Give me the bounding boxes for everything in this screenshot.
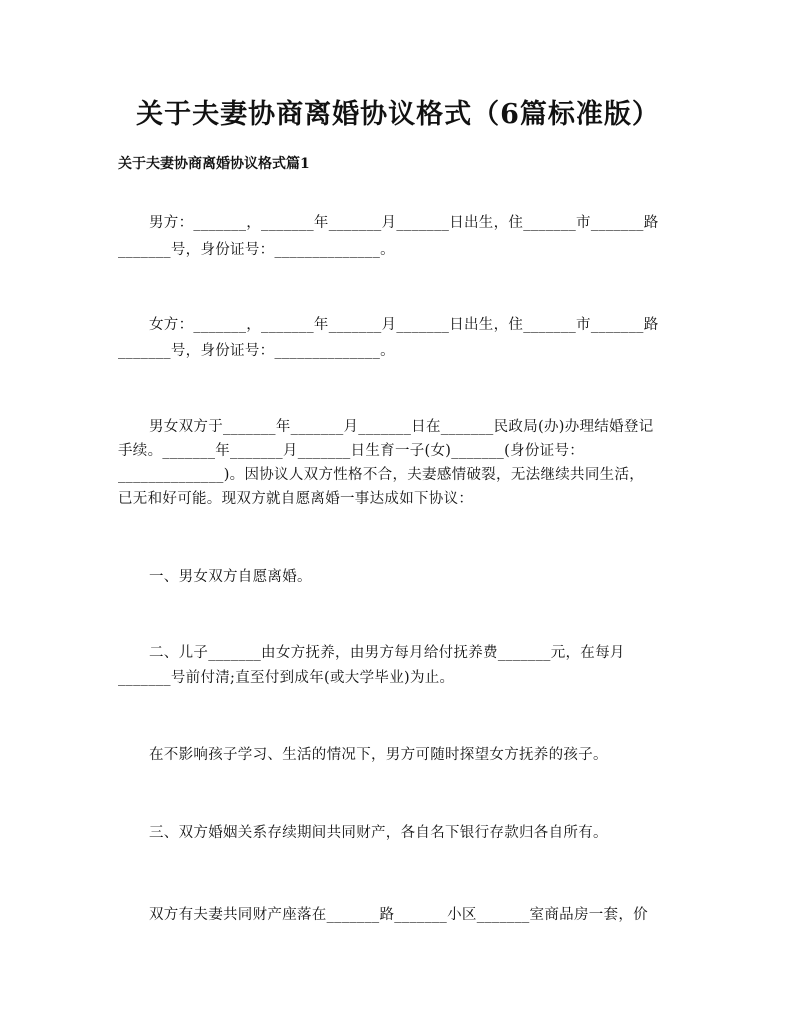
paragraph-line: 二、儿子_______由女方抚养，由男方每月给付抚养费_______元，在每月 (149, 645, 625, 661)
paragraph-line: 一、男女双方自愿离婚。 (149, 569, 312, 585)
paragraph-line: 三、双方婚姻关系存续期间共同财产，各自名下银行存款归各自所有。 (149, 825, 608, 841)
paragraph-line: 男方：_______，_______年_______月_______日出生，住_______市_______路 (149, 215, 659, 231)
paragraph-line: _______号，身份证号：______________。 (118, 242, 395, 258)
section-heading: 关于夫妻协商离婚协议格式篇1 (118, 156, 310, 172)
paragraph-line: 手续。_______年_______月_______日生育一子(女)_______(身份证号： (118, 443, 585, 459)
paragraph-line: 男女双方于_______年_______月_______日在_______民政局(办)办理结婚登记 (149, 419, 654, 435)
paragraph-line: ______________)。因协议人双方性格不合，夫妻感情破裂，无法继续共同生活， (118, 467, 645, 483)
paragraph-line: _______号前付清;直至付到成年(或大学毕业)为止。 (118, 670, 455, 686)
paragraph-line: 女方：_______，_______年_______月_______日出生，住_______市_______路 (149, 317, 659, 333)
document-title: 关于夫妻协商离婚协议格式（6篇标准版） (136, 99, 660, 130)
paragraph-line: _______号，身份证号：______________。 (118, 343, 395, 359)
paragraph-line: 已无和好可能。现双方就自愿离婚一事达成如下协议： (118, 491, 474, 507)
paragraph-line: 双方有夫妻共同财产座落在_______路_______小区_______室商品房一套，价 (149, 907, 648, 923)
paragraph-line: 在不影响孩子学习、生活的情况下，男方可随时探望女方抚养的孩子。 (149, 747, 608, 763)
